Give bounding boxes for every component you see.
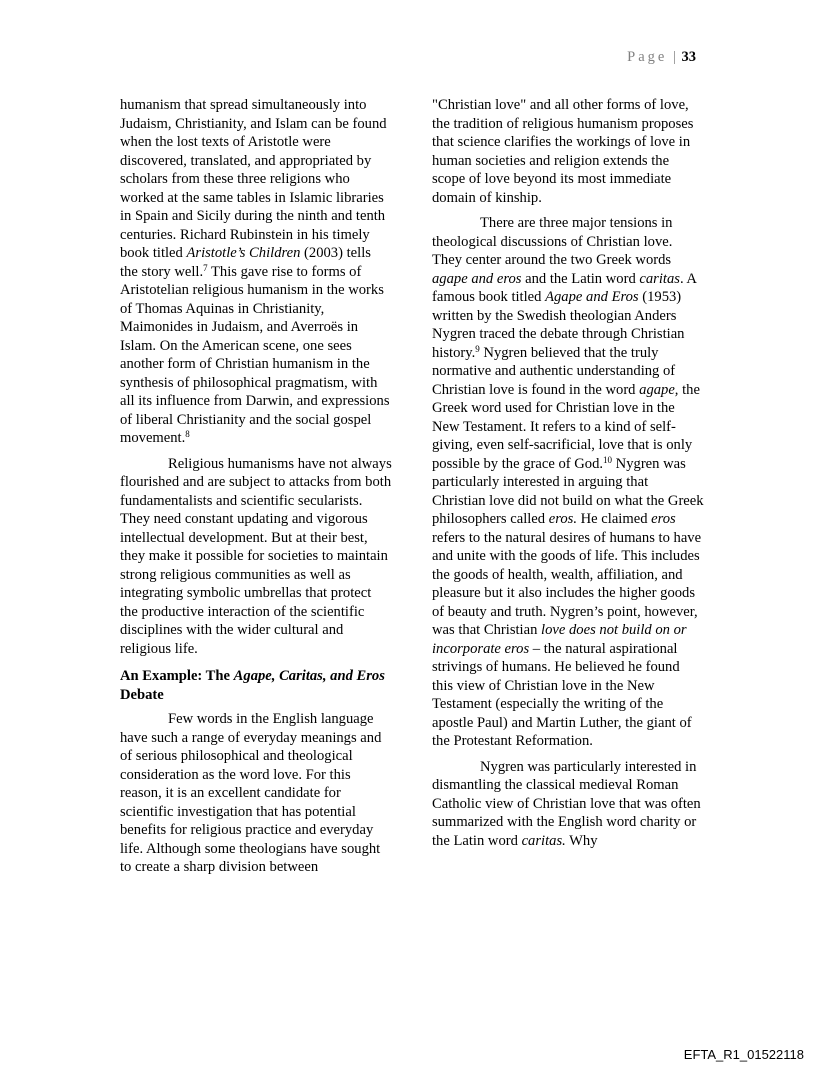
paragraph-religious-humanisms: Religious humanisms have not always flourished and are subject to attacks from both fundamentalists and scientific secularists. They need constant updating and vigorous intellectual development. But at their best, they make it possible for societies to maintain strong religious communities as well as integrating symbolic umbrellas that protect the productive interaction of the scientific disciplines with the wider cultural and religious life. — [120, 455, 392, 657]
page-number: 33 — [681, 49, 696, 65]
footnote-ref-9[interactable]: 9 — [475, 343, 480, 354]
page-header — [627, 49, 696, 66]
left-column — [120, 96, 392, 877]
book-title-aristotles-children: Aristotle’s Children — [186, 245, 301, 261]
page-label: Page — [627, 49, 668, 65]
paragraph-christian-love: "Christian love" and all other forms of love, the tradition of religious humanism proposes that science clarifies the workings of love in human societies and religion extends the scope of love beyond its most immediate domain of kinship. — [432, 97, 694, 206]
paragraph-three-tensions: There are three major tensions in theological discussions of Christian love. They center around the two Greek words agape and eros and the Latin word caritas. A famous book titled Agape and Eros (1953) written by the Swedish theologian Anders Nygren traced the debate through Christian history.$^9$ Nygren believed that the truly normative and authentic understanding of Christian love is found in the word agape, the Greek word used for Christian love in the New Testament. It refers to a kind of self-giving, even self-sacrificial, love that is only possible by the grace of God.$^{10}$ Nygren was particularly interested in arguing that Christian love did not build on what the Greek philosophers called eros. He claimed eros refers to the natural desires of humans to have and unite with the goods of life. This includes the goods of health, wealth, affiliation, and pleasure but it also includes the higher goods of beauty and truth. Nygren’s point, however, was that Christian love does not build on or incorporate eros – the natural aspirational strivings of humans. He believed he found this view of Christian love in the New Testament (especially the writing of the apostle Paul) and Martin Luther, the giant of the Protestant Reformation. — [432, 215, 704, 749]
paragraph-few-words: Few words in the English language have such a range of everyday meanings and of serious philosophical and theological consideration as the word love. For this reason, it is an excellent candidate for scientific investigation that has potential benefits for religious practice and everyday life. Although some theologians have sought to create a sharp division between — [120, 711, 382, 875]
right-column — [432, 96, 704, 850]
header-separator: | — [672, 49, 676, 65]
book-title-agape-and-eros: Agape and Eros — [545, 289, 639, 305]
paragraph-nygren-dismantling: Nygren was particularly interested in dismantling the classical medieval Roman Catholic view of Christian love that was often summarized with the English word charity or the Latin word caritas. Why — [432, 758, 701, 849]
document-id: EFTA_R1_01522118 — [683, 1047, 804, 1062]
footnote-ref-7[interactable]: 7 — [203, 262, 208, 273]
footnote-ref-10[interactable]: 10 — [603, 454, 613, 465]
paragraph-humanism-spread: humanism that spread simultaneously into Judaism, Christianity, and Islam can be found when the lost texts of Aristotle were discovered, translated, and appropriated by scholars from these three religions who worked at the same tables in Islamic libraries in Spain and Sicily during the ninth and tenth centuries. Richard Rubinstein in his timely book titled Aristotle’s Children (2003) tells the story well.$^7$ This gave rise to forms of Aristotelian religious humanism in the works of Thomas Aquinas in Christianity, Maimonides in Judaism, and Averroës in Islam. On the American scene, one sees another form of Christian humanism in the synthesis of philosophical pragmatism, with all its influence from Darwin, and expressions of liberal Christianity and the social gospel movement.$^8$ — [120, 97, 390, 446]
section-heading: An Example: The Agape, Caritas, and Eros Debate — [120, 668, 385, 703]
footnote-ref-8[interactable]: 8 — [185, 429, 190, 439]
